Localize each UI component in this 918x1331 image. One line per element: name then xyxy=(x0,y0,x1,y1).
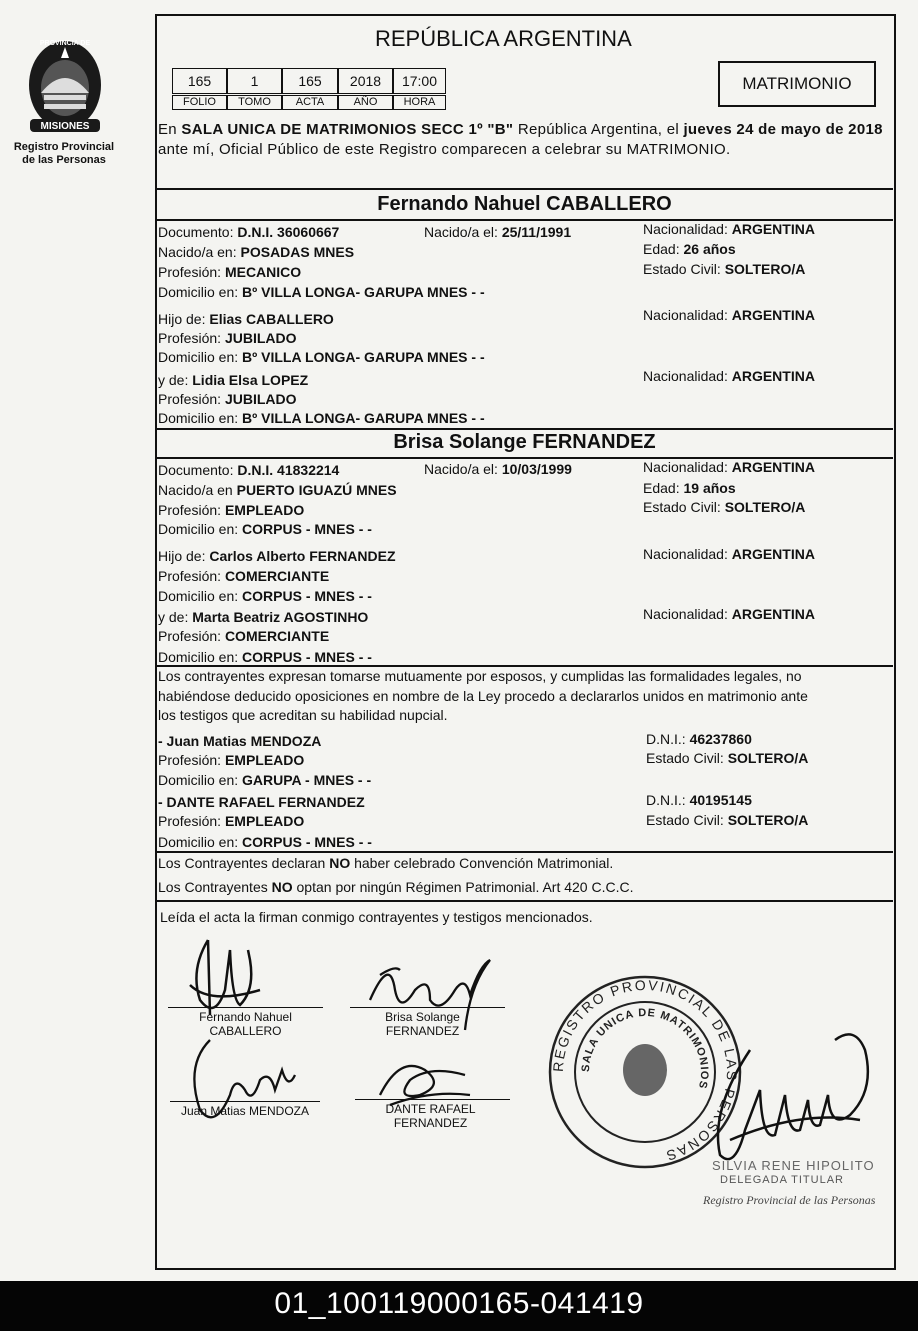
divider xyxy=(156,851,893,853)
witness-1-address: Domicilio en: GARUPA - MNES - - xyxy=(158,772,372,788)
witness-1-profession: Profesión: EMPLEADO xyxy=(158,752,305,768)
hour-value: 17:00 xyxy=(393,68,446,94)
groom-document: Documento: D.N.I. 36060667 xyxy=(158,224,340,240)
bride-signature-caption: Brisa Solange FERNANDEZ xyxy=(385,1010,460,1038)
intro-place: SALA UNICA DE MATRIMONIOS SECC 1º "B" xyxy=(181,121,514,138)
groom-signature-caption: Fernando Nahuel CABALLERO xyxy=(199,1010,292,1038)
officer-title: DELEGADA TITULAR xyxy=(720,1174,844,1186)
convention-statement: Los Contrayentes declaran NO haber celebrado Convención Matrimonial. xyxy=(158,855,614,871)
witness-1-dni: D.N.I.: 46237860 xyxy=(646,731,752,747)
declaration-paragraph xyxy=(158,667,808,726)
witness-2-civil-status: Estado Civil: SOLTERO/A xyxy=(646,812,809,828)
witness-1-name: - Juan Matias MENDOZA xyxy=(158,733,322,749)
bride-father-nationality: Nacionalidad: ARGENTINA xyxy=(643,546,815,562)
bride-birth-place: Nacido/a en PUERTO IGUAZÚ MNES xyxy=(158,482,397,498)
document-barcode-id: 01_100119000165-041419 xyxy=(274,1287,644,1320)
declaration-line-1: Los contrayentes expresan tomarse mutuamente por esposos, y cumplidas las formalidades legales, no xyxy=(158,668,802,684)
bride-profession: Profesión: EMPLEADO xyxy=(158,502,305,518)
divider xyxy=(156,428,893,430)
tomo-label: TOMO xyxy=(227,95,282,110)
bride-father-profession: Profesión: COMERCIANTE xyxy=(158,568,330,584)
groom-father: Hijo de: Elias CABALLERO xyxy=(158,311,334,327)
intro-paragraph xyxy=(158,120,892,159)
logo-caption-line-1: Registro Provincial xyxy=(13,141,115,153)
signature-line xyxy=(170,1101,320,1102)
intro-date: jueves 24 de mayo de 2018 xyxy=(683,121,883,138)
officer-signature xyxy=(690,1020,890,1170)
groom-mother-address: Domicilio en: Bº VILLA LONGA- GARUPA MNES - - xyxy=(158,410,485,426)
tomo-value: 1 xyxy=(227,68,282,94)
acta-value: 165 xyxy=(282,68,338,94)
groom-father-address: Domicilio en: Bº VILLA LONGA- GARUPA MNES - - xyxy=(158,349,485,365)
witness-2-address: Domicilio en: CORPUS - MNES - - xyxy=(158,834,372,850)
witness-2-signature xyxy=(370,1050,480,1110)
groom-mother-profession: Profesión: JUBILADO xyxy=(158,391,297,407)
groom-civil-status: Estado Civil: SOLTERO/A xyxy=(643,261,806,277)
acta-label: ACTA xyxy=(282,95,338,110)
declaration-line-2: habiéndose deducido oposiciones en nombre de la Ley procedo a declararlos unidos en matrimonio ante xyxy=(158,687,808,704)
year-label: AÑO xyxy=(338,95,393,110)
groom-birth-date: Nacido/a el: 25/11/1991 xyxy=(424,224,572,240)
bride-birth-date: Nacido/a el: 10/03/1999 xyxy=(424,461,572,477)
page-title: REPÚBLICA ARGENTINA xyxy=(375,26,632,51)
logo-caption-line-2: de las Personas xyxy=(22,154,106,166)
bride-father: Hijo de: Carlos Alberto FERNANDEZ xyxy=(158,548,396,564)
intro-text-1: En xyxy=(158,121,182,138)
logo-banner-text: MISIONES xyxy=(40,121,90,132)
bride-mother-nationality: Nacionalidad: ARGENTINA xyxy=(643,606,815,622)
groom-birth-place: Nacido/a en: POSADAS MNES xyxy=(158,244,355,260)
groom-father-profession: Profesión: JUBILADO xyxy=(158,330,297,346)
groom-address: Domicilio en: Bº VILLA LONGA- GARUPA MNES - - xyxy=(158,284,485,300)
intro-text-2: República Argentina, el xyxy=(513,121,684,138)
seal-ring-text: REGISTRO PROVINCIAL DE LAS PERSONAS xyxy=(549,976,741,1165)
document-type-box: MATRIMONIO xyxy=(718,61,876,107)
witness-2-signature-caption: DANTE RAFAEL FERNANDEZ xyxy=(385,1102,476,1130)
groom-father-nationality: Nacionalidad: ARGENTINA xyxy=(643,307,815,323)
logo-top-text: PROVINCIA DE xyxy=(39,40,91,47)
bride-name-heading: Brisa Solange FERNANDEZ xyxy=(393,431,656,453)
officer-organization: Registro Provincial de las Personas xyxy=(703,1193,876,1207)
patrimonial-regime-statement: Los Contrayentes NO optan por ningún Régimen Patrimonial. Art 420 C.C.C. xyxy=(158,879,634,895)
groom-nationality: Nacionalidad: ARGENTINA xyxy=(643,221,815,237)
groom-profession: Profesión: MECANICO xyxy=(158,264,302,280)
bride-mother-profession: Profesión: COMERCIANTE xyxy=(158,628,330,644)
groom-mother-nationality: Nacionalidad: ARGENTINA xyxy=(643,368,815,384)
witness-2-name: - DANTE RAFAEL FERNANDEZ xyxy=(158,794,365,810)
groom-age: Edad: 26 años xyxy=(643,241,736,257)
groom-mother: y de: Lidia Elsa LOPEZ xyxy=(158,372,309,388)
closing-statement: Leída el acta la firman conmigo contrayentes y testigos mencionados. xyxy=(160,909,593,925)
year-value: 2018 xyxy=(338,68,393,94)
folio-label: FOLIO xyxy=(172,95,227,110)
folio-value: 165 xyxy=(172,68,227,94)
bride-nationality: Nacionalidad: ARGENTINA xyxy=(643,459,815,475)
intro-text-3: ante mí, Oficial Público de este Registro comparecen a celebrar su MATRIMONIO. xyxy=(158,140,731,158)
witness-1-civil-status: Estado Civil: SOLTERO/A xyxy=(646,750,809,766)
bride-father-address: Domicilio en: CORPUS - MNES - - xyxy=(158,588,372,604)
bride-age: Edad: 19 años xyxy=(643,480,736,496)
divider xyxy=(156,900,893,902)
footer-bar xyxy=(0,1281,918,1331)
signature-line xyxy=(350,1007,505,1008)
groom-name-heading: Fernando Nahuel CABALLERO xyxy=(377,193,672,215)
witness-2-dni: D.N.I.: 40195145 xyxy=(646,792,752,808)
bride-address: Domicilio en: CORPUS - MNES - - xyxy=(158,521,372,537)
bride-civil-status: Estado Civil: SOLTERO/A xyxy=(643,499,806,515)
hour-label: HORA xyxy=(393,95,446,110)
bride-mother: y de: Marta Beatriz AGOSTINHO xyxy=(158,609,369,625)
witness-2-profession: Profesión: EMPLEADO xyxy=(158,813,305,829)
signature-line xyxy=(168,1007,323,1008)
bride-document: Documento: D.N.I. 41832214 xyxy=(158,462,340,478)
signature-line xyxy=(355,1099,510,1100)
province-coat-of-arms-icon xyxy=(20,33,110,139)
witness-1-signature-caption: Juan Matias MENDOZA xyxy=(180,1104,310,1118)
declaration-line-3: los testigos que acreditan su habilidad nupcial. xyxy=(158,707,448,723)
logo-caption xyxy=(8,141,120,167)
bride-mother-address: Domicilio en: CORPUS - MNES - - xyxy=(158,649,372,665)
seal-inner-text: SALA UNICA DE MATRIMONIOS xyxy=(579,1006,711,1091)
officer-name: SILVIA RENE HIPOLITO xyxy=(712,1158,875,1173)
divider xyxy=(156,188,893,190)
